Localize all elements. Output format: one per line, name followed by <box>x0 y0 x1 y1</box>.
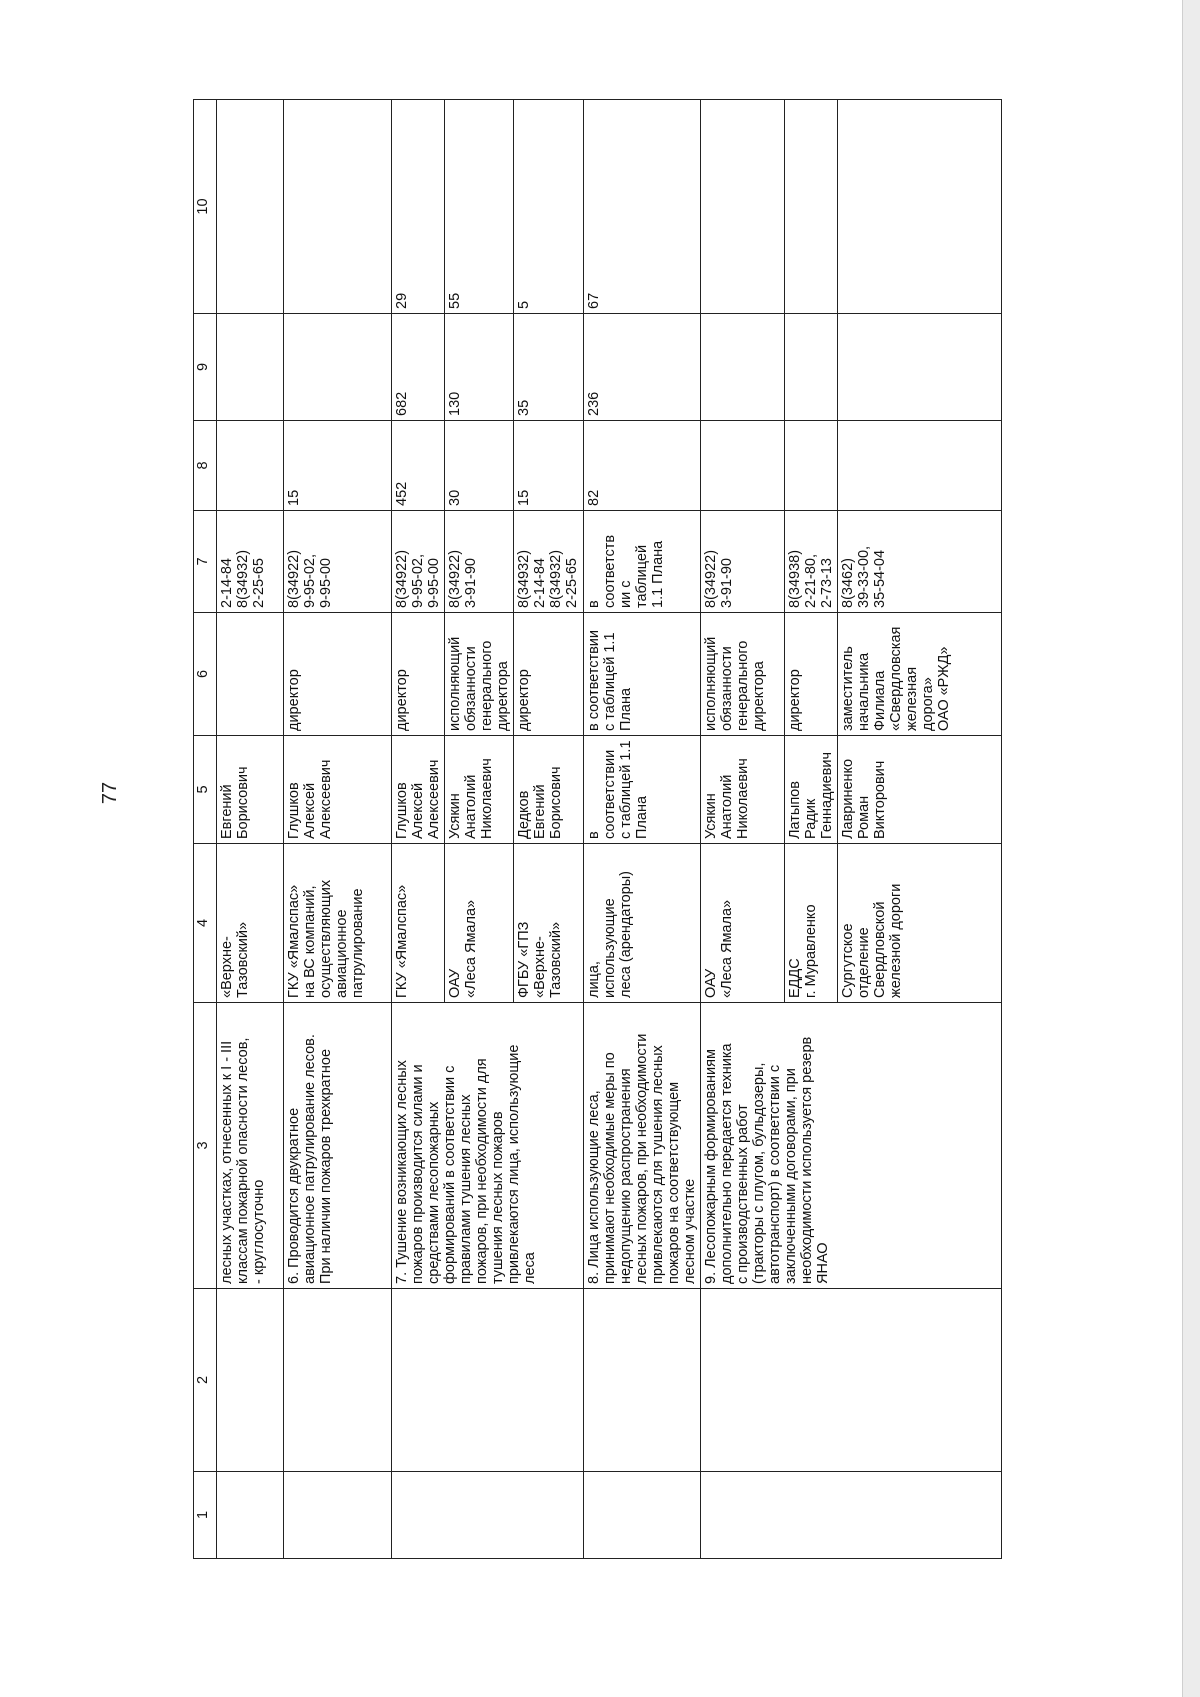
cell-col8 <box>701 421 785 511</box>
cell-organization: лица, использующие леса (арендаторы) <box>584 844 701 1003</box>
cell-measure: 9. Лесопожарным формированиям дополнительно передается техника с производственных работ (тракторы с плугом, бульдозеры, автотранспорт) в соответствии с заключенными договорами, при необходимости используется резерв ЯНАО <box>701 1003 1002 1289</box>
col-header-10: 10 <box>194 100 217 314</box>
cell-col9: 236 <box>584 314 701 421</box>
cell-position: директор <box>514 613 584 736</box>
cell-col9 <box>284 314 392 421</box>
cell-col10: 29 <box>392 100 445 314</box>
cell-organization: «Верхне- Тазовский» <box>217 844 284 1003</box>
cell-phone: 8(34938) 2-21-80, 2-73-13 <box>785 511 838 613</box>
col-header-6: 6 <box>194 613 217 736</box>
cell-organization: ОАУ «Леса Ямала» <box>445 844 514 1003</box>
col-header-5: 5 <box>194 736 217 844</box>
table-row <box>701 100 785 1559</box>
cell-position: заместитель начальника Филиала «Свердловская железная дорога» ОАО «РЖД» <box>838 613 1002 736</box>
cell-col10: 67 <box>584 100 701 314</box>
cell-col8 <box>785 421 838 511</box>
cell-col8: 30 <box>445 421 514 511</box>
cell-col2 <box>284 1289 392 1472</box>
forest-fire-plan-table <box>193 99 1002 1559</box>
cell-organization: ОАУ «Леса Ямала» <box>701 844 785 1003</box>
col-header-7: 7 <box>194 511 217 613</box>
cell-person: Лавриненко Роман Викторович <box>838 736 1002 844</box>
cell-position: исполняющий обязанности генерального директора <box>445 613 514 736</box>
cell-person: Усякин Анатолий Николаевич <box>701 736 785 844</box>
col-header-9: 9 <box>194 314 217 421</box>
cell-phone: 8(34922) 9-95-02, 9-95-00 <box>284 511 392 613</box>
cell-measure: 8. Лица использующие леса, принимают необходимые меры по недопущению распространения лесных пожаров, при необходимости привлекаются для тушения лесных пожаров на соответствующем лесном участке <box>584 1003 701 1289</box>
cell-position <box>217 613 284 736</box>
cell-organization: ГКУ «Ямалспас» <box>392 844 445 1003</box>
cell-organization: ЕДДС г. Муравленко <box>785 844 838 1003</box>
cell-col10 <box>284 100 392 314</box>
cell-phone: 8(34922) 3-91-90 <box>445 511 514 613</box>
cell-col9 <box>217 314 284 421</box>
cell-person: Латыпов Радик Геннадиевич <box>785 736 838 844</box>
cell-phone: 8(34922) 3-91-90 <box>701 511 785 613</box>
cell-person: Усякин Анатолий Николаевич <box>445 736 514 844</box>
cell-phone: 8(34922) 9-95-02, 9-95-00 <box>392 511 445 613</box>
cell-phone: 8(34932) 2-14-84 8(34932) 2-25-65 <box>514 511 584 613</box>
cell-col10 <box>701 100 785 314</box>
table-row <box>584 100 701 1559</box>
page-number: 77 <box>99 781 121 805</box>
cell-organization: ФГБУ «ГПЗ «Верхне- Тазовский» <box>514 844 584 1003</box>
cell-organization: Сургутское отделение Свердловской железной дороги <box>838 844 1002 1003</box>
col-header-4: 4 <box>194 844 217 1003</box>
cell-col8: 15 <box>514 421 584 511</box>
cell-col9 <box>701 314 785 421</box>
cell-col8: 15 <box>284 421 392 511</box>
cell-col10: 5 <box>514 100 584 314</box>
cell-position: в соответствии с таблицей 1.1 Плана <box>584 613 701 736</box>
header-row <box>194 100 217 1559</box>
cell-col10 <box>785 100 838 314</box>
table-row <box>392 100 445 1559</box>
cell-measure: 7. Тушение возникающих лесных пожаров производится силами и средствами лесопожарных формирований в соответствии с правилами тушения лесных пожаров, при необходимости для тушения лесных пожаров привлекаются лица, использующие леса <box>392 1003 584 1289</box>
cell-col2 <box>217 1289 284 1472</box>
cell-phone: в соответств ии с таблицей 1.1 Плана <box>584 511 701 613</box>
cell-position: директор <box>392 613 445 736</box>
cell-person: в соответствии с таблицей 1.1 Плана <box>584 736 701 844</box>
cell-col9: 682 <box>392 314 445 421</box>
cell-measure: 6. Проводится двукратное авиационное патрулирование лесов. При наличии пожаров трехкратное <box>284 1003 392 1289</box>
cell-measure: лесных участках, отнесенных к I - III классам пожарной опасности лесов, - круглосуточно <box>217 1003 284 1289</box>
col-header-3: 3 <box>194 1003 217 1289</box>
cell-col1 <box>701 1472 1002 1559</box>
col-header-1: 1 <box>194 1472 217 1559</box>
cell-person: Евгений Борисович <box>217 736 284 844</box>
cell-position: директор <box>284 613 392 736</box>
col-header-2: 2 <box>194 1289 217 1472</box>
cell-phone: 2-14-84 8(34932) 2-25-65 <box>217 511 284 613</box>
col-header-8: 8 <box>194 421 217 511</box>
cell-col8 <box>838 421 1002 511</box>
cell-col2 <box>701 1289 1002 1472</box>
cell-person: Глушков Алексей Алексеевич <box>284 736 392 844</box>
cell-position: исполняющий обязанности генерального директора <box>701 613 785 736</box>
cell-col8: 82 <box>584 421 701 511</box>
cell-col2 <box>392 1289 584 1472</box>
cell-col8 <box>217 421 284 511</box>
rotated-table-container <box>193 100 1003 1559</box>
cell-col9: 130 <box>445 314 514 421</box>
cell-organization: ГКУ «Ямалспас» на ВС компаний, осуществляющих авиационное патрулирование <box>284 844 392 1003</box>
cell-person: Дедков Евгений Борисович <box>514 736 584 844</box>
cell-phone: 8(3462) 39-33-00, 35-54-04 <box>838 511 1002 613</box>
cell-col1 <box>392 1472 584 1559</box>
cell-col10 <box>217 100 284 314</box>
cell-col9 <box>785 314 838 421</box>
cell-col1 <box>217 1472 284 1559</box>
cell-position: директор <box>785 613 838 736</box>
cell-col9 <box>838 314 1002 421</box>
cell-col2 <box>584 1289 701 1472</box>
cell-person: Глушков Алексей Алексеевич <box>392 736 445 844</box>
cell-col1 <box>584 1472 701 1559</box>
table-row <box>284 100 392 1559</box>
cell-col1 <box>284 1472 392 1559</box>
cell-col8: 452 <box>392 421 445 511</box>
cell-col9: 35 <box>514 314 584 421</box>
cell-col10 <box>838 100 1002 314</box>
table-row <box>217 100 284 1559</box>
cell-col10: 55 <box>445 100 514 314</box>
